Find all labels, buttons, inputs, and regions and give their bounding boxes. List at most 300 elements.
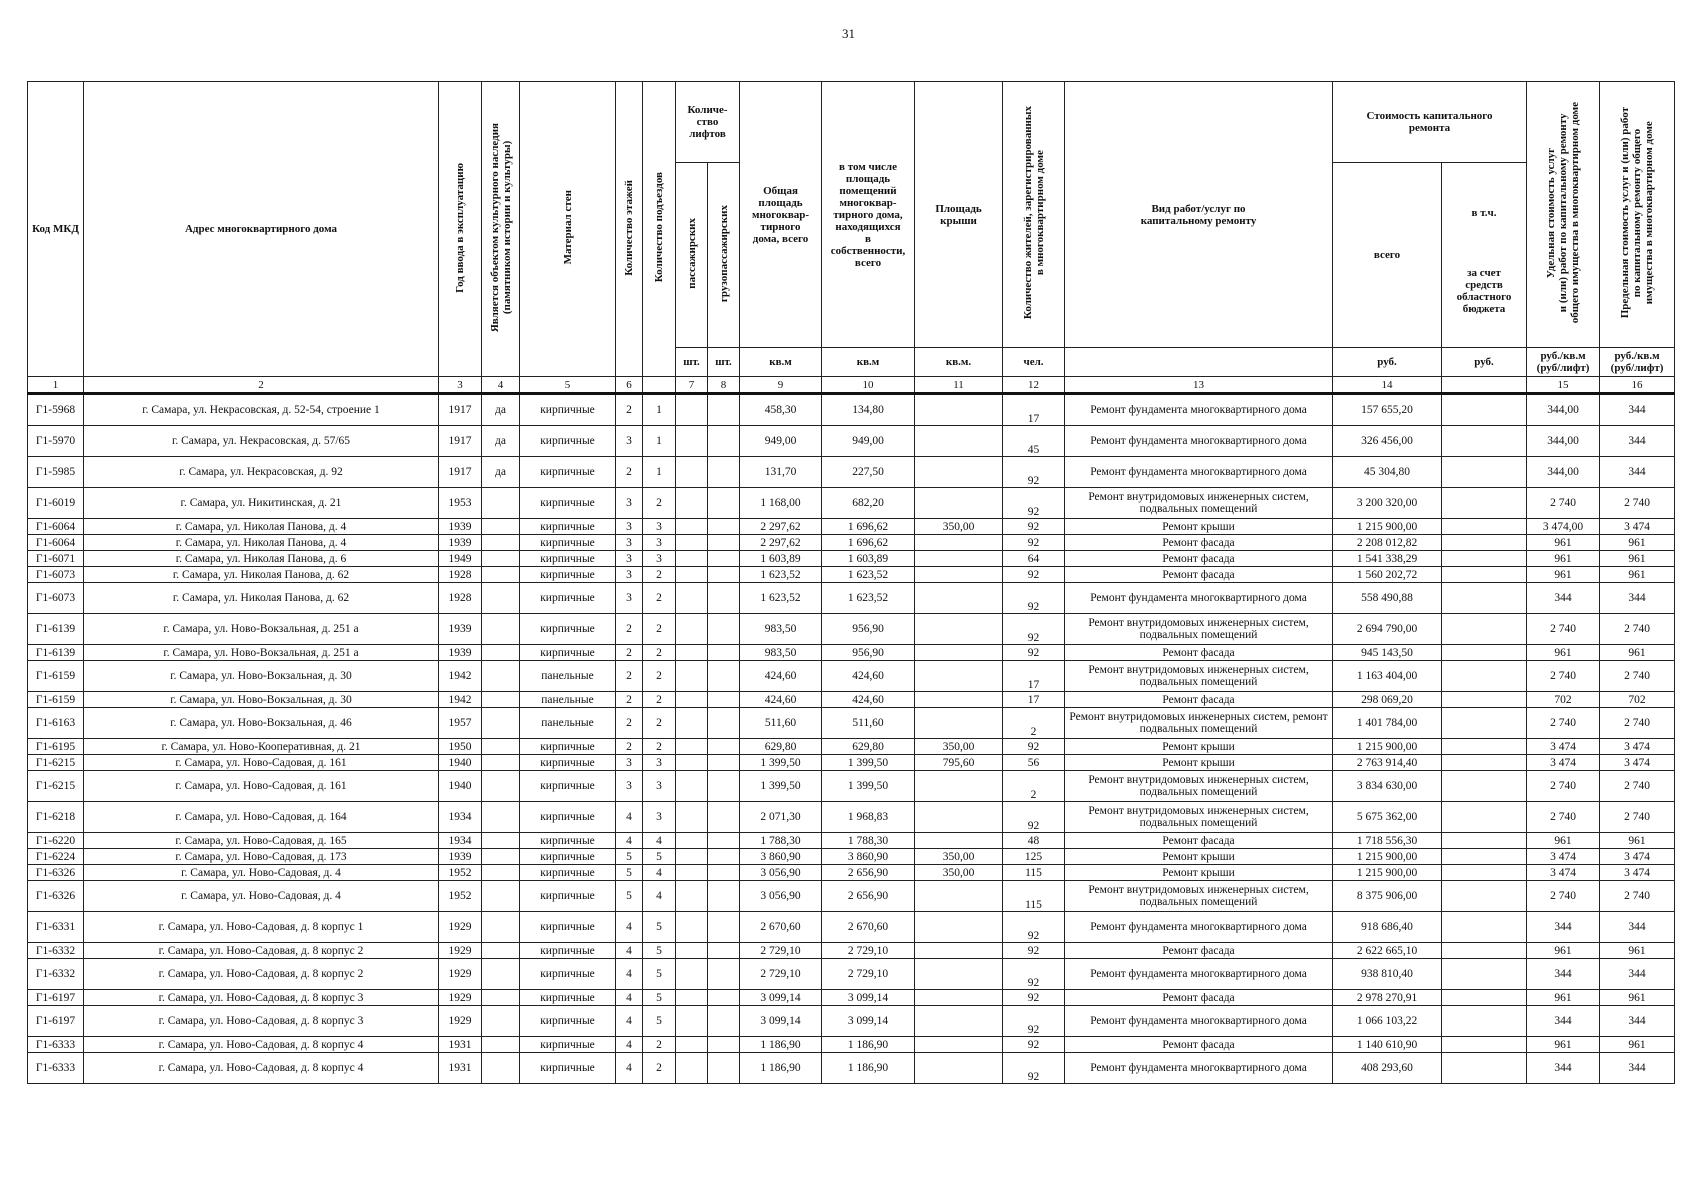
cell-total-area: 1 623,52: [740, 567, 822, 583]
cell-heritage: [482, 535, 520, 551]
column-number: 9: [740, 377, 822, 394]
cell-address: г. Самара, ул. Ново-Садовая, д. 4: [84, 881, 439, 912]
page-number: 31: [842, 26, 855, 41]
cell-roof-area: [915, 535, 1003, 551]
cell-floors: 4: [616, 802, 643, 833]
cell-residents: 45: [1003, 426, 1065, 457]
table-row: [28, 645, 1675, 661]
cell-floors: 2: [616, 661, 643, 692]
cell-owned-area: 3 099,14: [822, 1006, 915, 1037]
table-row: [28, 849, 1675, 865]
cell-lifts-freight: [708, 426, 740, 457]
cell-code: Г1-6332: [28, 943, 84, 959]
cell-unit-cost: 961: [1527, 943, 1600, 959]
cell-heritage: [482, 865, 520, 881]
cell-code: Г1-6073: [28, 583, 84, 614]
cell-lifts-freight: [708, 583, 740, 614]
cell-unit-cost: 2 740: [1527, 614, 1600, 645]
cell-floors: 4: [616, 912, 643, 943]
cell-lifts-passenger: [676, 1037, 708, 1053]
cell-max-cost: 961: [1600, 535, 1675, 551]
cell-code: Г1-6197: [28, 1006, 84, 1037]
cell-entrances: 5: [643, 943, 676, 959]
cell-owned-area: 424,60: [822, 661, 915, 692]
cell-unit-cost: 344: [1527, 1006, 1600, 1037]
cell-address: г. Самара, ул. Ново-Вокзальная, д. 251 а: [84, 645, 439, 661]
cell-max-cost: 2 740: [1600, 488, 1675, 519]
cell-total-area: 458,30: [740, 394, 822, 426]
cell-owned-area: 1 788,30: [822, 833, 915, 849]
cell-unit-cost: 344,00: [1527, 457, 1600, 488]
cell-cost-regional: [1442, 881, 1527, 912]
cell-lifts-passenger: [676, 692, 708, 708]
table-row: [28, 426, 1675, 457]
cell-cost-regional: [1442, 614, 1527, 645]
cell-lifts-freight: [708, 488, 740, 519]
cell-code: Г1-6326: [28, 881, 84, 912]
cell-floors: 3: [616, 583, 643, 614]
cell-work-type: Ремонт внутридомовых инженерных систем, подвальных помещений: [1065, 881, 1333, 912]
header-residents: [1003, 82, 1065, 348]
cell-max-cost: 2 740: [1600, 881, 1675, 912]
cell-year: 1929: [439, 912, 482, 943]
table-row: [28, 394, 1675, 426]
cell-max-cost: 961: [1600, 990, 1675, 1006]
header-entrances-text: Количество подъездов: [653, 172, 665, 283]
cell-lifts-freight: [708, 912, 740, 943]
cell-residents: 115: [1003, 865, 1065, 881]
cell-cost-total: 1 163 404,00: [1333, 661, 1442, 692]
cell-unit-cost: 961: [1527, 1037, 1600, 1053]
cell-heritage: [482, 990, 520, 1006]
cell-residents: 92: [1003, 645, 1065, 661]
cell-address: г. Самара, ул. Никитинская, д. 21: [84, 488, 439, 519]
cell-work-type: Ремонт крыши: [1065, 519, 1333, 535]
cell-floors: 5: [616, 849, 643, 865]
unit-lifts-freight: шт.: [708, 348, 740, 377]
cell-entrances: 1: [643, 394, 676, 426]
column-number: 11: [915, 377, 1003, 394]
cell-cost-regional: [1442, 739, 1527, 755]
cell-material: кирпичные: [520, 771, 616, 802]
cell-total-area: 983,50: [740, 614, 822, 645]
table-row: [28, 567, 1675, 583]
column-number: 12: [1003, 377, 1065, 394]
cell-heritage: [482, 519, 520, 535]
cell-year: 1940: [439, 755, 482, 771]
cell-roof-area: [915, 583, 1003, 614]
cell-cost-regional: [1442, 535, 1527, 551]
cell-cost-total: 945 143,50: [1333, 645, 1442, 661]
cell-lifts-passenger: [676, 865, 708, 881]
cell-unit-cost: 702: [1527, 692, 1600, 708]
cell-residents: 56: [1003, 755, 1065, 771]
cell-material: кирпичные: [520, 567, 616, 583]
cell-owned-area: 1 603,89: [822, 551, 915, 567]
cell-address: г. Самара, ул. Ново-Садовая, д. 161: [84, 771, 439, 802]
cell-year: 1940: [439, 771, 482, 802]
cell-code: Г1-6332: [28, 959, 84, 990]
cell-floors: 4: [616, 943, 643, 959]
cell-total-area: 1 186,90: [740, 1053, 822, 1084]
cell-unit-cost: 2 740: [1527, 771, 1600, 802]
cell-address: г. Самара, ул. Николая Панова, д. 62: [84, 583, 439, 614]
cell-max-cost: 2 740: [1600, 771, 1675, 802]
cell-residents: 92: [1003, 583, 1065, 614]
cell-year: 1929: [439, 959, 482, 990]
cell-roof-area: [915, 881, 1003, 912]
cell-work-type: Ремонт фасада: [1065, 535, 1333, 551]
cell-unit-cost: 961: [1527, 567, 1600, 583]
cell-material: кирпичные: [520, 990, 616, 1006]
header-residents-text: Количество жителей, зарегистрированных в многоквартирном доме: [1021, 106, 1046, 320]
cell-total-area: 1 788,30: [740, 833, 822, 849]
cell-residents: 92: [1003, 912, 1065, 943]
cell-cost-total: 2 208 012,82: [1333, 535, 1442, 551]
header-code: [28, 82, 84, 377]
cell-roof-area: [915, 488, 1003, 519]
cell-cost-regional: [1442, 457, 1527, 488]
cell-year: 1929: [439, 990, 482, 1006]
cell-heritage: [482, 833, 520, 849]
cell-address: г. Самара, ул. Ново-Садовая, д. 4: [84, 865, 439, 881]
cell-material: кирпичные: [520, 833, 616, 849]
column-number: 5: [520, 377, 616, 394]
cell-cost-regional: [1442, 692, 1527, 708]
cell-address: г. Самара, ул. Николая Панова, д. 4: [84, 519, 439, 535]
cell-heritage: [482, 567, 520, 583]
header-unit-cost-text: Удельная стоимость услуг и (или) работ по капитальному ремонту общего имущества в многоквартирном доме: [1545, 102, 1582, 324]
column-number: 16: [1600, 377, 1675, 394]
cell-owned-area: 682,20: [822, 488, 915, 519]
cell-lifts-passenger: [676, 457, 708, 488]
cell-lifts-freight: [708, 394, 740, 426]
cell-max-cost: 2 740: [1600, 661, 1675, 692]
table-row: [28, 865, 1675, 881]
header-cost: [1333, 82, 1527, 163]
cell-max-cost: 3 474: [1600, 865, 1675, 881]
cell-heritage: [482, 488, 520, 519]
header-lifts-freight: [708, 162, 740, 347]
cell-heritage: [482, 551, 520, 567]
unit-unit-cost: руб./кв.м (руб/лифт): [1527, 348, 1600, 377]
cell-owned-area: 227,50: [822, 457, 915, 488]
cell-work-type: Ремонт фасада: [1065, 567, 1333, 583]
cell-lifts-freight: [708, 661, 740, 692]
cell-residents: 92: [1003, 943, 1065, 959]
cell-floors: 3: [616, 488, 643, 519]
cell-residents: 64: [1003, 551, 1065, 567]
cell-unit-cost: 2 740: [1527, 661, 1600, 692]
cell-year: 1931: [439, 1037, 482, 1053]
cell-code: Г1-6064: [28, 519, 84, 535]
cell-roof-area: [915, 551, 1003, 567]
cell-roof-area: [915, 959, 1003, 990]
cell-owned-area: 3 860,90: [822, 849, 915, 865]
cell-total-area: 2 670,60: [740, 912, 822, 943]
cell-material: кирпичные: [520, 865, 616, 881]
cell-owned-area: 1 696,62: [822, 519, 915, 535]
cell-lifts-passenger: [676, 912, 708, 943]
cell-cost-regional: [1442, 943, 1527, 959]
table-row: [28, 614, 1675, 645]
cell-work-type: Ремонт крыши: [1065, 849, 1333, 865]
cell-residents: 92: [1003, 959, 1065, 990]
cell-lifts-freight: [708, 755, 740, 771]
cell-heritage: да: [482, 426, 520, 457]
cell-cost-total: 5 675 362,00: [1333, 802, 1442, 833]
header-cost-regional: [1442, 162, 1527, 347]
cell-work-type: Ремонт фасада: [1065, 692, 1333, 708]
cell-roof-area: 350,00: [915, 865, 1003, 881]
header-entrances: [643, 82, 676, 377]
cell-residents: 92: [1003, 567, 1065, 583]
cell-lifts-passenger: [676, 567, 708, 583]
cell-unit-cost: 3 474: [1527, 739, 1600, 755]
cell-floors: 2: [616, 645, 643, 661]
cell-cost-total: 938 810,40: [1333, 959, 1442, 990]
cell-lifts-freight: [708, 535, 740, 551]
cell-max-cost: 3 474: [1600, 849, 1675, 865]
cell-work-type: Ремонт фундамента многоквартирного дома: [1065, 394, 1333, 426]
capital-repair-table: [27, 81, 1675, 1084]
cell-owned-area: 1 399,50: [822, 755, 915, 771]
cell-material: кирпичные: [520, 881, 616, 912]
cell-roof-area: [915, 771, 1003, 802]
cell-roof-area: [915, 567, 1003, 583]
cell-total-area: 1 186,90: [740, 1037, 822, 1053]
table-row: [28, 755, 1675, 771]
cell-address: г. Самара, ул. Ново-Садовая, д. 8 корпус 2: [84, 943, 439, 959]
header-address: [84, 82, 439, 377]
cell-residents: 125: [1003, 849, 1065, 865]
cell-lifts-freight: [708, 943, 740, 959]
cell-material: панельные: [520, 692, 616, 708]
cell-entrances: 2: [643, 661, 676, 692]
cell-cost-regional: [1442, 849, 1527, 865]
cell-floors: 4: [616, 959, 643, 990]
cell-code: Г1-6019: [28, 488, 84, 519]
cell-max-cost: 344: [1600, 583, 1675, 614]
cell-lifts-freight: [708, 881, 740, 912]
cell-code: Г1-6224: [28, 849, 84, 865]
cell-heritage: [482, 943, 520, 959]
column-number: 15: [1527, 377, 1600, 394]
cell-owned-area: 134,80: [822, 394, 915, 426]
cell-lifts-freight: [708, 959, 740, 990]
cell-lifts-passenger: [676, 708, 708, 739]
cell-year: 1957: [439, 708, 482, 739]
cell-floors: 3: [616, 426, 643, 457]
cell-cost-total: 2 978 270,91: [1333, 990, 1442, 1006]
cell-cost-total: 408 293,60: [1333, 1053, 1442, 1084]
header-owned-area: [822, 82, 915, 348]
cell-lifts-passenger: [676, 583, 708, 614]
cell-heritage: [482, 755, 520, 771]
cell-year: 1942: [439, 692, 482, 708]
column-number: 1: [28, 377, 84, 394]
cell-roof-area: [915, 1053, 1003, 1084]
header-max-cost: [1600, 82, 1675, 348]
cell-roof-area: [915, 802, 1003, 833]
table-row: [28, 771, 1675, 802]
cell-cost-total: 1 215 900,00: [1333, 519, 1442, 535]
cell-entrances: 3: [643, 551, 676, 567]
cell-max-cost: 344: [1600, 394, 1675, 426]
cell-unit-cost: 3 474,00: [1527, 519, 1600, 535]
cell-work-type: Ремонт внутридомовых инженерных систем, ремонт подвальных помещений: [1065, 708, 1333, 739]
cell-material: кирпичные: [520, 943, 616, 959]
cell-cost-total: 8 375 906,00: [1333, 881, 1442, 912]
cell-lifts-freight: [708, 739, 740, 755]
cell-lifts-passenger: [676, 519, 708, 535]
cell-year: 1952: [439, 865, 482, 881]
cell-year: 1953: [439, 488, 482, 519]
cell-work-type: Ремонт фасада: [1065, 645, 1333, 661]
cell-lifts-freight: [708, 990, 740, 1006]
cell-max-cost: 961: [1600, 833, 1675, 849]
cell-max-cost: 2 740: [1600, 708, 1675, 739]
cell-year: 1917: [439, 426, 482, 457]
cell-cost-total: 918 686,40: [1333, 912, 1442, 943]
cell-total-area: 3 099,14: [740, 990, 822, 1006]
cell-owned-area: 629,80: [822, 739, 915, 755]
cell-year: 1939: [439, 519, 482, 535]
cell-residents: 92: [1003, 1053, 1065, 1084]
cell-cost-regional: [1442, 833, 1527, 849]
cell-max-cost: 961: [1600, 943, 1675, 959]
cell-lifts-passenger: [676, 833, 708, 849]
cell-floors: 4: [616, 1053, 643, 1084]
cell-lifts-freight: [708, 865, 740, 881]
cell-address: г. Самара, ул. Николая Панова, д. 62: [84, 567, 439, 583]
cell-work-type: Ремонт крыши: [1065, 739, 1333, 755]
header-wall-material: [520, 82, 616, 377]
cell-work-type: Ремонт внутридомовых инженерных систем, подвальных помещений: [1065, 802, 1333, 833]
cell-unit-cost: 961: [1527, 535, 1600, 551]
cell-max-cost: 702: [1600, 692, 1675, 708]
table-row: [28, 661, 1675, 692]
table-row: [28, 535, 1675, 551]
cell-floors: 2: [616, 708, 643, 739]
header-total-area: [740, 82, 822, 348]
cell-address: г. Самара, ул. Ново-Садовая, д. 164: [84, 802, 439, 833]
cell-heritage: [482, 1037, 520, 1053]
cell-year: 1928: [439, 583, 482, 614]
cell-roof-area: [915, 645, 1003, 661]
cell-owned-area: 424,60: [822, 692, 915, 708]
cell-roof-area: [915, 912, 1003, 943]
cell-entrances: 2: [643, 567, 676, 583]
cell-lifts-passenger: [676, 394, 708, 426]
cell-lifts-passenger: [676, 881, 708, 912]
cell-heritage: [482, 645, 520, 661]
cell-address: г. Самара, ул. Ново-Садовая, д. 165: [84, 833, 439, 849]
table-row: [28, 708, 1675, 739]
cell-unit-cost: 3 474: [1527, 849, 1600, 865]
cell-lifts-freight: [708, 645, 740, 661]
cell-entrances: 4: [643, 881, 676, 912]
cell-floors: 3: [616, 771, 643, 802]
cell-work-type: Ремонт фундамента многоквартирного дома: [1065, 1006, 1333, 1037]
header-address-text: Адрес многоквартирного дома: [184, 223, 338, 235]
cell-roof-area: [915, 614, 1003, 645]
cell-lifts-passenger: [676, 771, 708, 802]
cell-heritage: да: [482, 457, 520, 488]
cell-cost-regional: [1442, 912, 1527, 943]
cell-address: г. Самара, ул. Ново-Садовая, д. 8 корпус 3: [84, 1006, 439, 1037]
cell-unit-cost: 2 740: [1527, 708, 1600, 739]
cell-lifts-freight: [708, 519, 740, 535]
cell-work-type: Ремонт фасада: [1065, 833, 1333, 849]
cell-work-type: Ремонт крыши: [1065, 755, 1333, 771]
cell-year: 1942: [439, 661, 482, 692]
table-row: [28, 990, 1675, 1006]
cell-material: кирпичные: [520, 457, 616, 488]
cell-total-area: 629,80: [740, 739, 822, 755]
cell-residents: 92: [1003, 457, 1065, 488]
column-numbers-row: [28, 377, 1675, 394]
cell-work-type: Ремонт фундамента многоквартирного дома: [1065, 426, 1333, 457]
cell-lifts-passenger: [676, 426, 708, 457]
cell-entrances: 5: [643, 990, 676, 1006]
cell-lifts-freight: [708, 614, 740, 645]
cell-entrances: 5: [643, 912, 676, 943]
cell-lifts-freight: [708, 1006, 740, 1037]
cell-cost-total: 45 304,80: [1333, 457, 1442, 488]
cell-lifts-freight: [708, 457, 740, 488]
cell-lifts-passenger: [676, 739, 708, 755]
header-code-text: Код МКД: [32, 223, 79, 235]
header-year-text: Год ввода в эксплуатацию: [454, 162, 466, 293]
cell-work-type: Ремонт фасада: [1065, 551, 1333, 567]
cell-year: 1939: [439, 645, 482, 661]
cell-code: Г1-6195: [28, 739, 84, 755]
cell-entrances: 2: [643, 708, 676, 739]
cell-cost-total: 298 069,20: [1333, 692, 1442, 708]
cell-lifts-freight: [708, 802, 740, 833]
cell-material: кирпичные: [520, 519, 616, 535]
table-row: [28, 833, 1675, 849]
cell-work-type: Ремонт фундамента многоквартирного дома: [1065, 912, 1333, 943]
cell-code: Г1-5970: [28, 426, 84, 457]
cell-floors: 5: [616, 881, 643, 912]
cell-cost-regional: [1442, 394, 1527, 426]
table-row: [28, 802, 1675, 833]
cell-floors: 2: [616, 692, 643, 708]
cell-heritage: [482, 692, 520, 708]
cell-unit-cost: 344: [1527, 1053, 1600, 1084]
header-cost-incl-text: в т.ч.: [1471, 206, 1497, 219]
cell-cost-regional: [1442, 519, 1527, 535]
cell-cost-regional: [1442, 755, 1527, 771]
header-lifts-text: Количе- ство лифтов: [687, 103, 728, 140]
cell-lifts-freight: [708, 833, 740, 849]
cell-max-cost: 961: [1600, 1037, 1675, 1053]
cell-owned-area: 2 656,90: [822, 881, 915, 912]
column-number: 3: [439, 377, 482, 394]
cell-roof-area: 350,00: [915, 519, 1003, 535]
cell-lifts-passenger: [676, 1053, 708, 1084]
cell-heritage: [482, 1006, 520, 1037]
cell-lifts-freight: [708, 849, 740, 865]
cell-address: г. Самара, ул. Ново-Садовая, д. 8 корпус 4: [84, 1053, 439, 1084]
table-row: [28, 943, 1675, 959]
cell-lifts-freight: [708, 708, 740, 739]
cell-material: кирпичные: [520, 1053, 616, 1084]
cell-entrances: 2: [643, 1053, 676, 1084]
cell-total-area: 2 729,10: [740, 959, 822, 990]
